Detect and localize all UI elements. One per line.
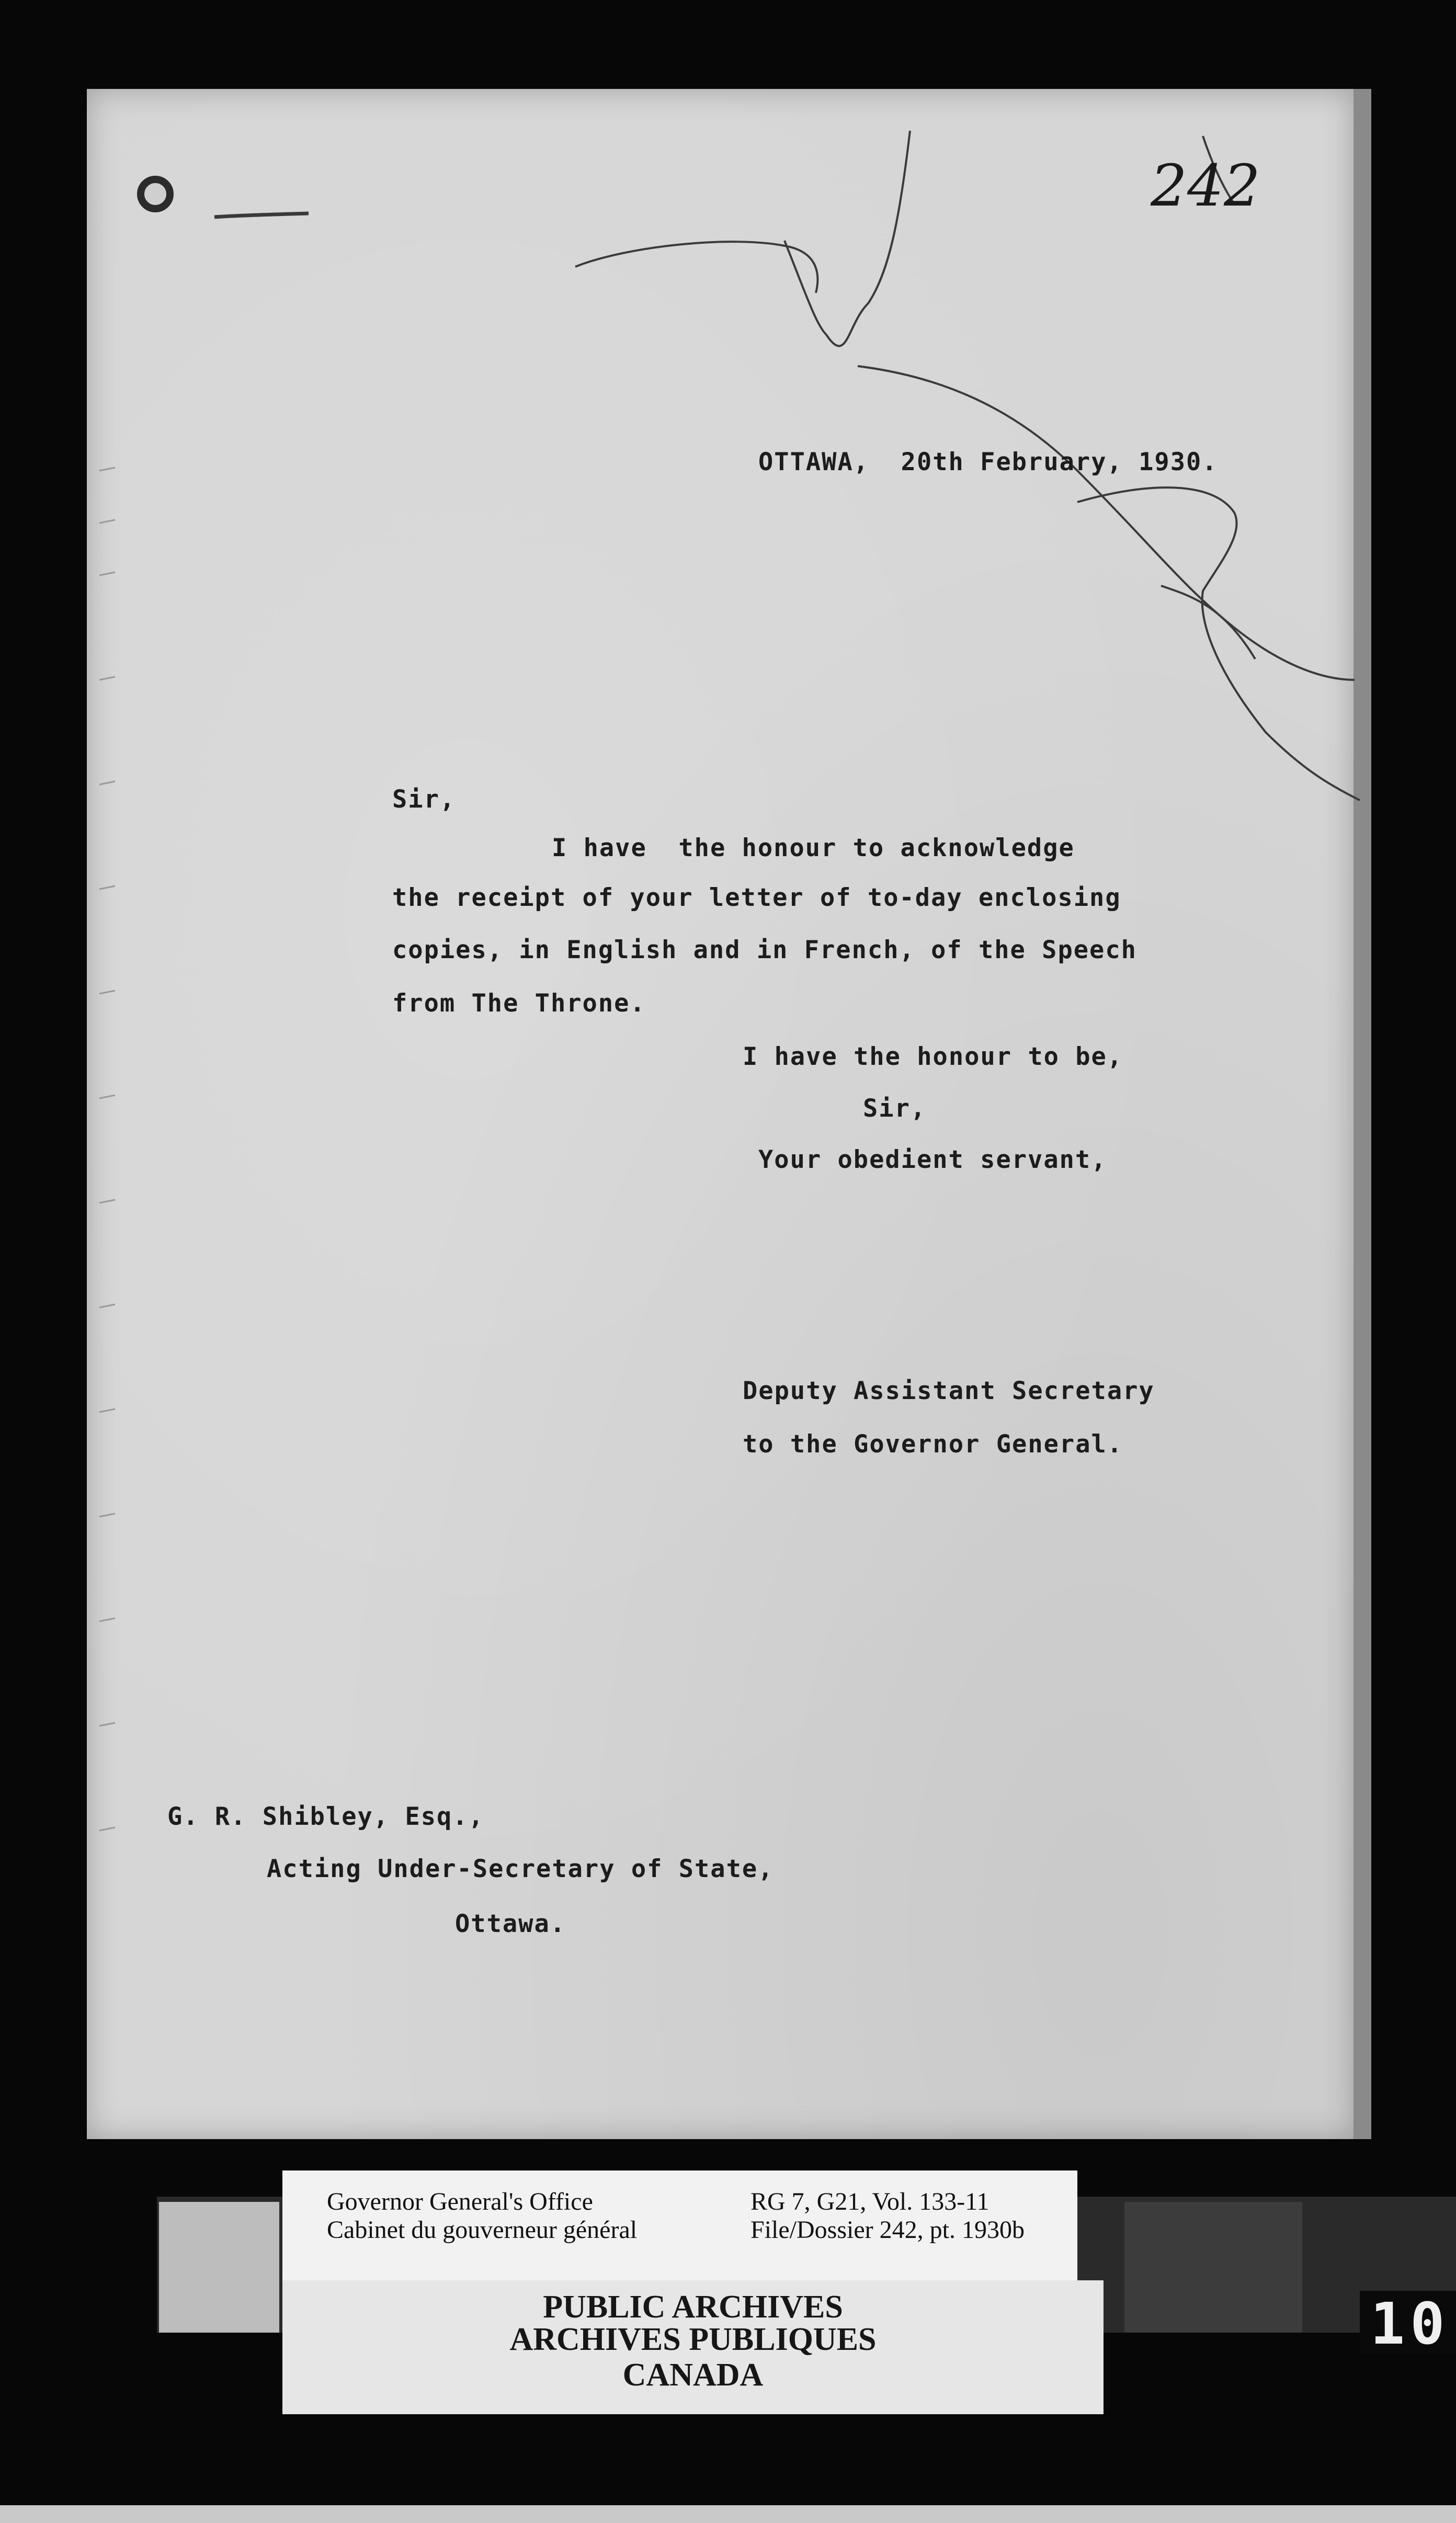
letter-page [87, 89, 1353, 2139]
stamp-line: ARCHIVES PUBLIQUES [509, 2322, 877, 2357]
closing-line: Your obedient servant, [758, 1145, 1107, 1174]
office-en: Governor General's Office [327, 2188, 593, 2215]
signature-title: Deputy Assistant Secretary [743, 1377, 1155, 1405]
closing-line: Sir, [863, 1094, 927, 1123]
addressee-name: G. R. Shibley, Esq., [167, 1802, 484, 1831]
body-line: I have the honour to acknowledge [552, 834, 1075, 862]
addressee-city: Ottawa. [455, 1910, 566, 1938]
body-line: from The Throne. [392, 989, 646, 1018]
frame-number [1360, 2290, 1456, 2357]
addressee-title: Acting Under-Secretary of State, [267, 1855, 774, 1883]
file-reference: File/Dossier 242, pt. 1930b [750, 2216, 1025, 2244]
signature-title: to the Governor General. [743, 1430, 1123, 1459]
archive-reference-card [282, 2170, 1077, 2280]
folio-number: 242 [1151, 152, 1260, 219]
closing-line: I have the honour to be, [743, 1042, 1123, 1071]
page-edge [1353, 89, 1371, 2139]
stamp-line: CANADA [622, 2357, 764, 2393]
archives-stamp [282, 2280, 1104, 2414]
frame-number-text: 10 [1370, 2290, 1450, 2357]
salutation: Sir, [392, 785, 456, 814]
dateline: OTTAWA, 20th February, 1930. [758, 448, 1218, 476]
punch-hole-icon [137, 176, 174, 212]
archive-label-left [159, 2202, 279, 2333]
body-line: the receipt of your letter of to-day enclosing [392, 883, 1121, 912]
stamp-line: PUBLIC ARCHIVES [543, 2289, 843, 2325]
archive-label-right [1124, 2202, 1302, 2333]
reference: RG 7, G21, Vol. 133-11 [750, 2188, 989, 2215]
film-edge [0, 2505, 1456, 2523]
office-fr: Cabinet du gouverneur général [327, 2216, 638, 2244]
body-line: copies, in English and in French, of the Speech [392, 936, 1137, 964]
